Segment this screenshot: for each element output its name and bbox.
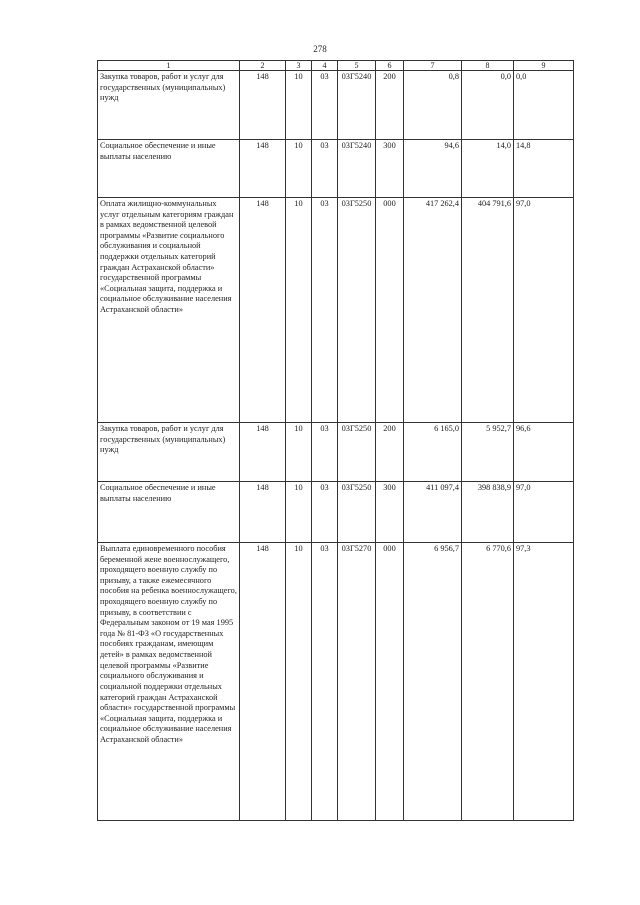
cell-target: 03Г5240 (338, 140, 376, 198)
row-name: Закупка товаров, работ и услуг для государственных (муниципальных) нужд (98, 71, 240, 140)
cell-plan: 94,6 (404, 140, 462, 198)
cell-section: 10 (286, 198, 312, 423)
row-name: Закупка товаров, работ и услуг для государственных (муниципальных) нужд (98, 423, 240, 482)
header-row (98, 61, 574, 71)
row-name: Оплата жилищно-коммунальных услуг отдельным категориям граждан в рамках ведомственной целевой программы «Развитие социального обслуживания и социальной поддержки отдельных категорий граждан Астраханской области» государственной программы «Социальная защита, поддержка и социальное обслуживание населения Астраханской области» (98, 198, 240, 423)
cell-type: 000 (376, 198, 404, 423)
page-number: 278 (313, 44, 327, 54)
cell-percent: 96,6 (514, 423, 574, 482)
row-name: Выплата единовременного пособия беременной жене военнослужащего, проходящего военную службу по призыву, а также ежемесячного пособия на ребенка военнослужащего, проходящего военную службу по призыву, в соответствии с Федеральным законом от 19 мая 1995 года № 81-ФЗ «О государственных пособиях гражданам, имеющим детей» в рамках ведомственной целевой программы «Развитие социального обслуживания и социальной поддержки отдельных категорий граждан Астраханской области» государственной программы «Социальная защита, поддержка и социальное обслуживание населения Астраханской области» (98, 543, 240, 821)
column-header-6: 6 (376, 61, 404, 71)
cell-actual: 14,0 (462, 140, 514, 198)
column-header-2: 2 (240, 61, 286, 71)
column-header-4: 4 (312, 61, 338, 71)
cell-type: 300 (376, 140, 404, 198)
cell-subsection: 03 (312, 71, 338, 140)
table-row (98, 140, 574, 198)
cell-percent: 14,8 (514, 140, 574, 198)
table-row (98, 423, 574, 482)
table-row (98, 543, 574, 821)
cell-section: 10 (286, 71, 312, 140)
cell-plan: 6 165,0 (404, 423, 462, 482)
column-header-8: 8 (462, 61, 514, 71)
row-name: Социальное обеспечение и иные выплаты населению (98, 482, 240, 543)
cell-subsection: 03 (312, 482, 338, 543)
cell-percent: 97,3 (514, 543, 574, 821)
cell-code: 148 (240, 423, 286, 482)
cell-code: 148 (240, 543, 286, 821)
cell-target: 03Г5250 (338, 423, 376, 482)
cell-actual: 404 791,6 (462, 198, 514, 423)
cell-percent: 97,0 (514, 198, 574, 423)
cell-actual: 5 952,7 (462, 423, 514, 482)
cell-subsection: 03 (312, 198, 338, 423)
cell-type: 300 (376, 482, 404, 543)
cell-target: 03Г5250 (338, 198, 376, 423)
column-header-9: 9 (514, 61, 574, 71)
column-header-7: 7 (404, 61, 462, 71)
budget-table (97, 60, 574, 821)
column-header-5: 5 (338, 61, 376, 71)
cell-type: 000 (376, 543, 404, 821)
cell-actual: 0,0 (462, 71, 514, 140)
cell-target: 03Г5240 (338, 71, 376, 140)
cell-code: 148 (240, 198, 286, 423)
cell-plan: 411 097,4 (404, 482, 462, 543)
cell-actual: 6 770,6 (462, 543, 514, 821)
cell-target: 03Г5250 (338, 482, 376, 543)
cell-type: 200 (376, 423, 404, 482)
cell-code: 148 (240, 140, 286, 198)
cell-code: 148 (240, 71, 286, 140)
cell-code: 148 (240, 482, 286, 543)
cell-section: 10 (286, 140, 312, 198)
column-header-3: 3 (286, 61, 312, 71)
cell-subsection: 03 (312, 140, 338, 198)
cell-subsection: 03 (312, 423, 338, 482)
table-row (98, 482, 574, 543)
cell-plan: 0,8 (404, 71, 462, 140)
table-row (98, 198, 574, 423)
cell-plan: 417 262,4 (404, 198, 462, 423)
cell-type: 200 (376, 71, 404, 140)
cell-section: 10 (286, 482, 312, 543)
column-header-1: 1 (98, 61, 240, 71)
cell-target: 03Г5270 (338, 543, 376, 821)
table-row (98, 71, 574, 140)
row-name: Социальное обеспечение и иные выплаты населению (98, 140, 240, 198)
cell-percent: 97,0 (514, 482, 574, 543)
cell-section: 10 (286, 543, 312, 821)
cell-section: 10 (286, 423, 312, 482)
cell-percent: 0,0 (514, 71, 574, 140)
cell-subsection: 03 (312, 543, 338, 821)
cell-plan: 6 956,7 (404, 543, 462, 821)
cell-actual: 398 838,9 (462, 482, 514, 543)
